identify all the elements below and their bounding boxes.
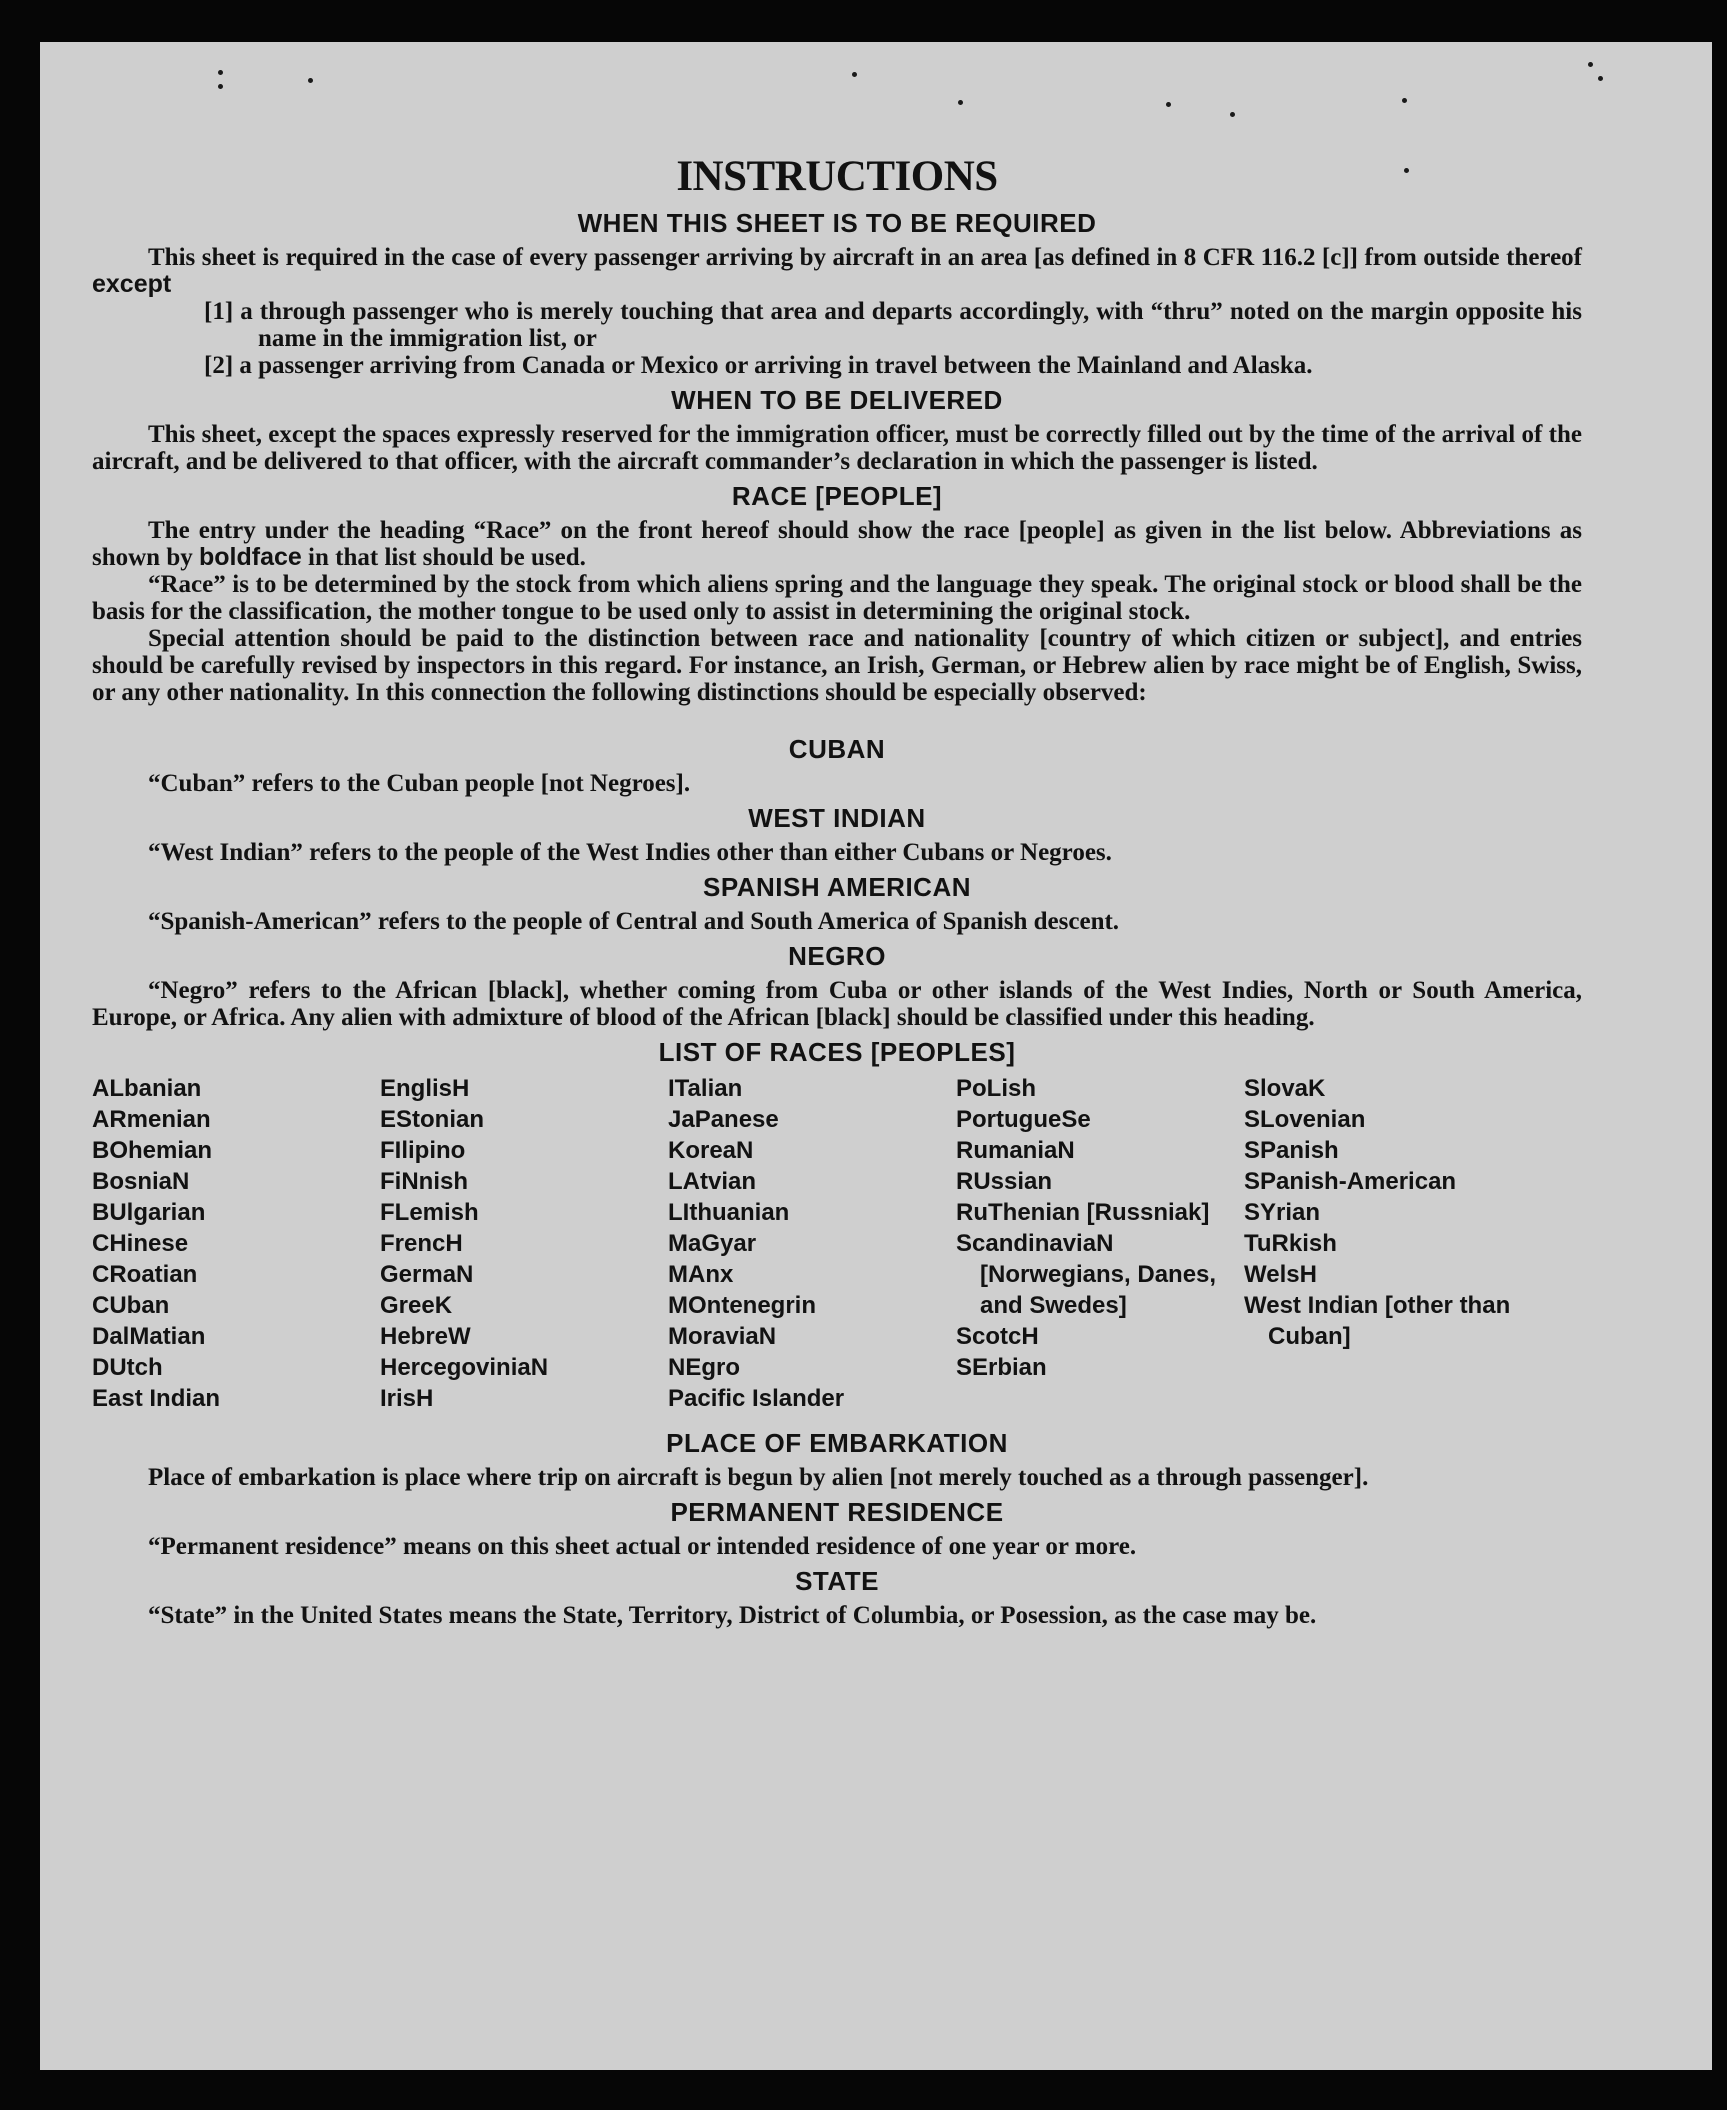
heading-cuban: CUBAN: [788, 734, 886, 764]
residence-text: “Permanent residence” means on this sheet actual or intended residence of one year or more.: [148, 1533, 1137, 1560]
heading-negro: NEGRO: [788, 941, 886, 971]
list-item: MoraviaN: [668, 1323, 777, 1350]
list-item: ITalian: [668, 1075, 743, 1102]
list-item: FIlipino: [380, 1137, 466, 1164]
heading-state: STATE: [795, 1566, 879, 1596]
heading-list-of-races: LIST OF RACES [PEOPLES]: [658, 1037, 1016, 1067]
list-item: GermaN: [380, 1261, 474, 1288]
list-item: RuThenian [Russniak]: [956, 1199, 1210, 1226]
speck: [218, 70, 223, 75]
page-title: INSTRUCTIONS: [676, 153, 998, 200]
list-item: West Indian [other than Cuban]: [1244, 1292, 1511, 1350]
speck: [1402, 98, 1407, 103]
list-item: SlovaK: [1244, 1075, 1326, 1102]
embarkation-text: Place of embarkation is place where trip on aircraft is begun by alien [not merely touched as a through passenger].: [148, 1464, 1369, 1491]
negro-text: “Negro” refers to the African [black], whether coming from Cuba or other islands of the West Indies, North or South America, Europe, or Africa. Any alien with admixture of blood of the African [black] should be classified under this heading.: [92, 977, 1582, 1031]
list-item: GreeK: [380, 1292, 453, 1319]
list-item: TuRkish: [1244, 1230, 1337, 1257]
list-item: CUban: [92, 1292, 170, 1319]
list-item: NEgro: [668, 1354, 740, 1381]
list-item: PoLish: [956, 1075, 1037, 1102]
list-item: IrisH: [380, 1385, 434, 1412]
heading-when-delivered: WHEN TO BE DELIVERED: [671, 385, 1003, 415]
list-item: ALbanian: [92, 1075, 202, 1102]
race-paragraph-2: “Race” is to be determined by the stock from which aliens spring and the language they speak. The original stock or blood shall be the basis for the classification, the mother tongue to be used only to assist in determining the original stock.: [92, 571, 1582, 625]
list-item: RumaniaN: [956, 1137, 1075, 1164]
race-paragraph-3: Special attention should be paid to the distinction between race and nationality [country of which citizen or subject], and entries should be carefully revised by inspectors in this regard. For instance, an Irish, German, or Hebrew alien by race might be of English, Swiss, or any other nationality. In this connection the following distinctions should be especially observed:: [92, 625, 1582, 706]
except-emphasis: except: [92, 270, 172, 298]
races-column-5: [1244, 1073, 1532, 1414]
heading-west-indian: WEST INDIAN: [748, 803, 926, 833]
list-item: WelsH: [1244, 1261, 1317, 1288]
heading-spanish-american: SPANISH AMERICAN: [702, 872, 971, 902]
list-item: HebreW: [380, 1323, 471, 1350]
list-item: SPanish: [1244, 1137, 1339, 1164]
list-item: ARmenian: [92, 1106, 211, 1133]
list-item: EStonian: [380, 1106, 485, 1133]
west-indian-text: “West Indian” refers to the people of the West Indies other than either Cubans or Negroes.: [148, 839, 1112, 866]
list-item: SErbian: [956, 1354, 1047, 1381]
list-item: FrencH: [380, 1230, 463, 1257]
list-item: DUtch: [92, 1354, 163, 1381]
speck: [308, 78, 313, 83]
list-item: JaPanese: [668, 1106, 779, 1133]
list-item: MaGyar: [668, 1230, 757, 1257]
instructions-content: [92, 104, 1582, 1629]
list-item: BosniaN: [92, 1168, 190, 1195]
required-item-2: [2] a passenger arriving from Canada or Mexico or arriving in travel between the Mainland and Alaska.: [204, 352, 1313, 379]
list-item: SYrian: [1244, 1199, 1321, 1226]
required-item-1: [1] a through passenger who is merely touching that area and departs accordingly, with “thru” noted on the margin opposite his name in the immigration list, or: [204, 298, 1582, 352]
delivered-text: This sheet, except the spaces expressly reserved for the immigration officer, must be correctly filled out by the time of the arrival of the aircraft, and be delivered to that officer, with the aircraft commander’s declaration in which the passenger is listed.: [92, 421, 1582, 475]
list-item: ScotcH: [956, 1323, 1039, 1350]
list-item: MAnx: [668, 1261, 734, 1288]
list-item: FLemish: [380, 1199, 479, 1226]
list-item: East Indian: [92, 1385, 221, 1412]
speck: [852, 72, 857, 77]
list-item: LIthuanian: [668, 1199, 790, 1226]
races-column-1: [92, 1073, 380, 1414]
list-item: SLovenian: [1244, 1106, 1366, 1133]
list-item: CHinese: [92, 1230, 189, 1257]
list-item: RUssian: [956, 1168, 1053, 1195]
heading-when-required: WHEN THIS SHEET IS TO BE REQUIRED: [577, 208, 1097, 238]
speck: [1598, 76, 1603, 81]
state-text: “State” in the United States means the State, Territory, District of Columbia, or Posession, as the case may be.: [148, 1602, 1317, 1629]
speck: [218, 84, 223, 89]
list-item: ScandinaviaN [Norwegians, Danes, and Swedes]: [956, 1230, 1217, 1319]
list-item: BUlgarian: [92, 1199, 206, 1226]
race-paragraph-1: The entry under the heading “Race” on the front hereof should show the race [people] as given in the list below. Abbreviations as shown by boldface in that list should be used.: [92, 517, 1582, 571]
required-intro: This sheet is required in the case of every passenger arriving by aircraft in an area [as defined in 8 CFR 116.2 [c]] from outside thereof except: [92, 244, 1582, 298]
list-item: PortugueSe: [956, 1106, 1091, 1133]
races-column-2: [380, 1073, 668, 1414]
races-column-4: [956, 1073, 1244, 1414]
list-item: BOhemian: [92, 1137, 213, 1164]
boldface-emphasis: boldface: [199, 543, 302, 571]
races-list: [92, 1073, 1582, 1414]
list-item: HercegovinіaN: [380, 1354, 549, 1381]
cuban-text: “Cuban” refers to the Cuban people [not Negroes].: [148, 770, 691, 797]
heading-permanent-residence: PERMANENT RESIDENCE: [670, 1497, 1004, 1527]
list-item: Pacific Islander: [668, 1385, 845, 1412]
list-item: EnglisH: [380, 1075, 470, 1102]
list-item: SPanish-American: [1244, 1168, 1457, 1195]
races-column-3: [668, 1073, 956, 1414]
list-item: KoreaN: [668, 1137, 754, 1164]
list-item: FiNnish: [380, 1168, 468, 1195]
list-item: DalMatian: [92, 1323, 206, 1350]
heading-place-of-embarkation: PLACE OF EMBARKATION: [666, 1428, 1008, 1458]
spanish-american-text: “Spanish-American” refers to the people of Central and South America of Spanish descent.: [148, 908, 1120, 935]
heading-race: RACE [PEOPLE]: [731, 481, 943, 511]
speck: [1588, 62, 1593, 67]
list-item: LAtvian: [668, 1168, 757, 1195]
list-item: CRoatian: [92, 1261, 198, 1288]
list-item: MOntenegrin: [668, 1292, 816, 1319]
